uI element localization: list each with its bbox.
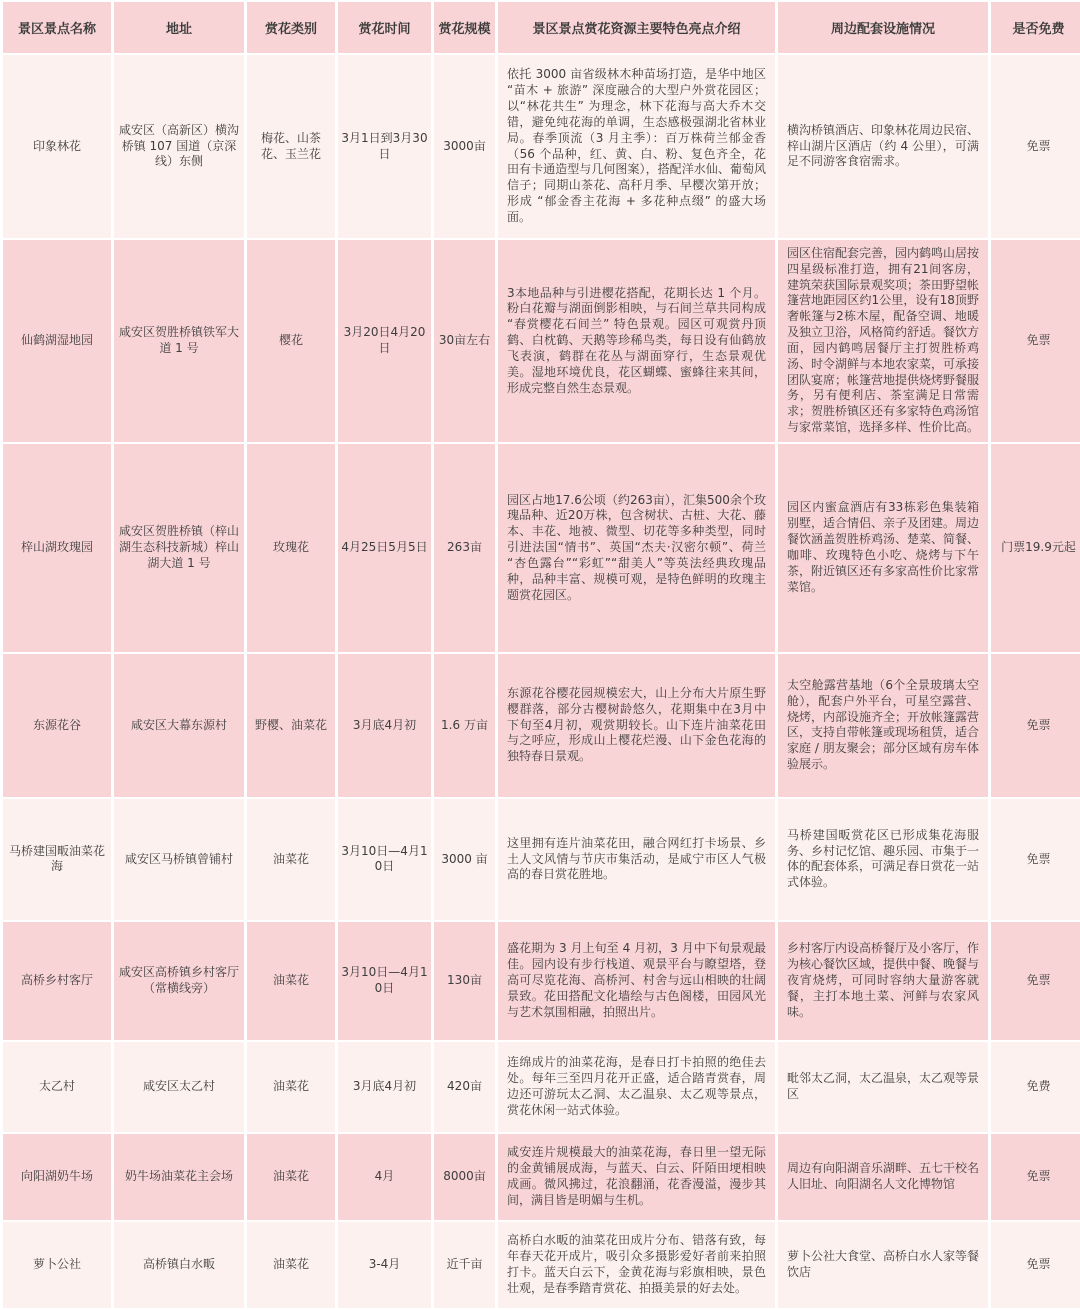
cell-name: 太乙村 [3, 1042, 111, 1132]
cell-name: 印象林花 [3, 55, 111, 238]
cell-category: 油菜花 [247, 922, 335, 1040]
cell-address: 咸安区（高新区）横沟桥镇 107 国道（京深线）东侧 [114, 55, 244, 238]
cell-features: 盛花期为 3 月上旬至 4 月初，3 月中下旬景观最佳。园内设有步行栈道、观景平台与瞭望塔，登高可尽览花海、高桥河、村舍与远山相映的壮阔景致。花田搭配文化墙绘与古色阁楼，田园风光与艺术氛围相融，拍照出片。 [498, 922, 775, 1040]
cell-facilities: 毗邻太乙洞，太乙温泉，太乙观等景区 [778, 1042, 988, 1132]
cell-time: 3月底4月初 [338, 1042, 431, 1132]
cell-scale: 3000 亩 [434, 799, 495, 920]
cell-features: 园区占地17.6公顷（约263亩），汇集500余个玫瑰品种、近20万株，包含树状、古桩、大花、藤本、丰花、地被、微型、切花等多种类型，同时引进法国“情书”、英国“杰夫·汉密尔顿”、荷兰“杏色露台”“彩虹”“甜美人”等英法经典玫瑰品种，品种丰富、规模可观，是特色鲜明的玫瑰主题赏花园区。 [498, 444, 775, 652]
cell-facilities: 园区住宿配套完善，园内鹤鸣山居按四星级标准打造，拥有21间客房，建筑荣获国际景观奖项；茶田野望帐篷营地距园区约1公里，设有18顶野奢帐篷与2栋木屋，配备空调、地暖及独立卫浴，风格简约舒适。餐饮方面，园内鹤鸣居餐厅主打贺胜桥鸡汤、时令湖鲜与本地农家菜，可承接团队宴席；帐篷营地提供烧烤野餐服务，另有便利店、茶室满足日常需求；贺胜桥镇区还有多家特色鸡汤馆与家常菜馆，选择多样、性价比高。 [778, 240, 988, 442]
table-row [3, 922, 1080, 1040]
cell-facilities: 乡村客厅内设高桥餐厅及小客厅，作为核心餐饮区域，提供中餐、晚餐与夜宵烧烤，可同时容纳大量游客就餐，主打本地土菜、河鲜与农家风味。 [778, 922, 988, 1040]
cell-facilities: 太空舱露营基地（6个全景玻璃太空舱），配套户外平台，可星空露营、烧烤，内部设施齐全；开放帐篷露营区，支持自带帐篷或现场租赁，适合家庭 / 朋友聚会；部分区域有房车体验展示。 [778, 654, 988, 797]
cell-time: 3月20日4月20日 [338, 240, 431, 442]
table-row [3, 799, 1080, 920]
cell-free: 免费 [991, 1042, 1080, 1132]
table-row [3, 654, 1080, 797]
cell-scale: 近千亩 [434, 1222, 495, 1308]
cell-address: 咸安区太乙村 [114, 1042, 244, 1132]
cell-facilities: 周边有向阳湖音乐湖畔、五七干校名人旧址、向阳湖名人文化博物馆 [778, 1134, 988, 1220]
table-body [3, 55, 1080, 1308]
cell-facilities: 马桥建国畈赏花区已形成集花海服务、乡村记忆馆、趣乐园、市集于一体的配套体系，可满足春日赏花一站式体验。 [778, 799, 988, 920]
table-row [3, 55, 1080, 238]
cell-category: 樱花 [247, 240, 335, 442]
cell-address: 咸安区马桥镇曾铺村 [114, 799, 244, 920]
cell-free: 免票 [991, 1134, 1080, 1220]
cell-free: 免票 [991, 799, 1080, 920]
cell-free: 门票19.9元起 [991, 444, 1080, 652]
cell-category: 玫瑰花 [247, 444, 335, 652]
table-row [3, 1134, 1080, 1220]
table-row [3, 240, 1080, 442]
cell-free: 免票 [991, 654, 1080, 797]
cell-features: 东源花谷樱花园规模宏大，山上分布大片原生野樱群落，部分古樱树龄悠久，花期集中在3月中下旬至4月初，观赏期较长。山下连片油菜花田与之呼应，形成山上樱花烂漫、山下金色花海的独特春日景观。 [498, 654, 775, 797]
cell-address: 奶牛场油菜花主会场 [114, 1134, 244, 1220]
cell-facilities: 横沟桥镇酒店、印象林花周边民宿、梓山湖片区酒店（约 4 公里），可满足不同游客食宿需求。 [778, 55, 988, 238]
cell-time: 4月25日5月5日 [338, 444, 431, 652]
cell-category: 野樱、油菜花 [247, 654, 335, 797]
table-row [3, 1042, 1080, 1132]
cell-scale: 8000亩 [434, 1134, 495, 1220]
cell-category: 梅花、山茶花、玉兰花 [247, 55, 335, 238]
column-header: 地址 [114, 2, 244, 53]
cell-free: 免票 [991, 922, 1080, 1040]
cell-time: 3-4月 [338, 1222, 431, 1308]
cell-scale: 30亩左右 [434, 240, 495, 442]
column-header: 是否免费 [991, 2, 1080, 53]
cell-name: 萝卜公社 [3, 1222, 111, 1308]
cell-name: 高桥乡村客厅 [3, 922, 111, 1040]
cell-free: 免票 [991, 240, 1080, 442]
cell-scale: 263亩 [434, 444, 495, 652]
cell-name: 东源花谷 [3, 654, 111, 797]
cell-address: 高桥镇白水畈 [114, 1222, 244, 1308]
cell-address: 咸安区贺胜桥镇（梓山湖生态科技新城）梓山湖大道 1 号 [114, 444, 244, 652]
cell-name: 向阳湖奶牛场 [3, 1134, 111, 1220]
cell-features: 依托 3000 亩省级林木种苗场打造，是华中地区 “苗木 + 旅游” 深度融合的大型户外赏花园区；以“林花共生” 为理念，林下花海与高大乔木交错，避免纯花海的单调，生态感极强湖北省林业局。春季顶流（3 月主季）：百万株荷兰郁金香（56 个品种，红、黄、白、粉、复色齐全，花田有卡通造型与几何图案），搭配洋水仙、葡萄风信子；同期山茶花、高秆月季、早樱次第开放；形成 “郁金香主花海 + 多花种点缀” 的盛大场面。 [498, 55, 775, 238]
table-row [3, 444, 1080, 652]
cell-time: 3月1日到3月30日 [338, 55, 431, 238]
cell-free: 免票 [991, 1222, 1080, 1308]
cell-time: 3月底4月初 [338, 654, 431, 797]
cell-name: 仙鹤湖湿地园 [3, 240, 111, 442]
cell-time: 3月10日—4月10日 [338, 799, 431, 920]
cell-features: 连绵成片的油菜花海，是春日打卡拍照的绝佳去处。每年三至四月花开正盛，适合踏青赏春，周边还可游玩太乙洞、太乙温泉、太乙观等景点，赏花休闲一站式体验。 [498, 1042, 775, 1132]
cell-category: 油菜花 [247, 1222, 335, 1308]
column-header: 景区景点名称 [3, 2, 111, 53]
cell-scale: 1.6 万亩 [434, 654, 495, 797]
column-header: 赏花规模 [434, 2, 495, 53]
column-header: 周边配套设施情况 [778, 2, 988, 53]
cell-name: 梓山湖玫瑰园 [3, 444, 111, 652]
column-header: 赏花时间 [338, 2, 431, 53]
cell-scale: 420亩 [434, 1042, 495, 1132]
cell-address: 咸安区高桥镇乡村客厅（常横线旁） [114, 922, 244, 1040]
cell-time: 3月10日—4月10日 [338, 922, 431, 1040]
cell-category: 油菜花 [247, 1042, 335, 1132]
cell-features: 这里拥有连片油菜花田，融合网红打卡场景、乡土人文风情与节庆市集活动，是咸宁市区人气极高的春日赏花胜地。 [498, 799, 775, 920]
cell-category: 油菜花 [247, 799, 335, 920]
column-header: 赏花类别 [247, 2, 335, 53]
cell-category: 油菜花 [247, 1134, 335, 1220]
cell-features: 咸安连片规模最大的油菜花海，春日里一望无际的金黄铺展成海，与蓝天、白云、阡陌田埂相映成画。微风拂过，花浪翻涌，花香漫溢，漫步其间，满目皆是明媚与生机。 [498, 1134, 775, 1220]
cell-facilities: 园区内蜜盒酒店有33栋彩色集装箱别墅，适合情侣、亲子及团建。周边餐饮涵盖贺胜桥鸡汤、楚菜、简餐、咖啡、玫瑰特色小吃、烧烤与下午茶，附近镇区还有多家高性价比家常菜馆。 [778, 444, 988, 652]
cell-features: 3本地品种与引进樱花搭配，花期长达 1 个月。粉白花瓣与湖面倒影相映，与石间兰草共同构成 “春赏樱花石间兰” 特色景观。园区可观赏丹顶鹤、白枕鹤、天鹅等珍稀鸟类，每日设有仙鹤放飞表演，鹤群在花丛与湖面穿行，生态景观优美。湿地环境优良，花区蝴蝶、蜜蜂往来其间，形成完整自然生态景观。 [498, 240, 775, 442]
cell-free: 免票 [991, 55, 1080, 238]
cell-scale: 3000亩 [434, 55, 495, 238]
table-row [3, 1222, 1080, 1308]
column-header: 景区景点赏花资源主要特色亮点介绍 [498, 2, 775, 53]
cell-features: 高桥白水畈的油菜花田成片分布、错落有致，每年春天花开成片，吸引众多摄影爱好者前来拍照打卡。蓝天白云下，金黄花海与彩旗相映，景色壮观，是春季踏青赏花、拍摄美景的好去处。 [498, 1222, 775, 1308]
cell-address: 咸安区大幕东源村 [114, 654, 244, 797]
cell-name: 马桥建国畈油菜花海 [3, 799, 111, 920]
header-row [3, 2, 1080, 53]
cell-facilities: 萝卜公社大食堂、高桥白水人家等餐饮店 [778, 1222, 988, 1308]
cell-time: 4月 [338, 1134, 431, 1220]
cell-scale: 130亩 [434, 922, 495, 1040]
cell-address: 咸安区贺胜桥镇铁军大道 1 号 [114, 240, 244, 442]
